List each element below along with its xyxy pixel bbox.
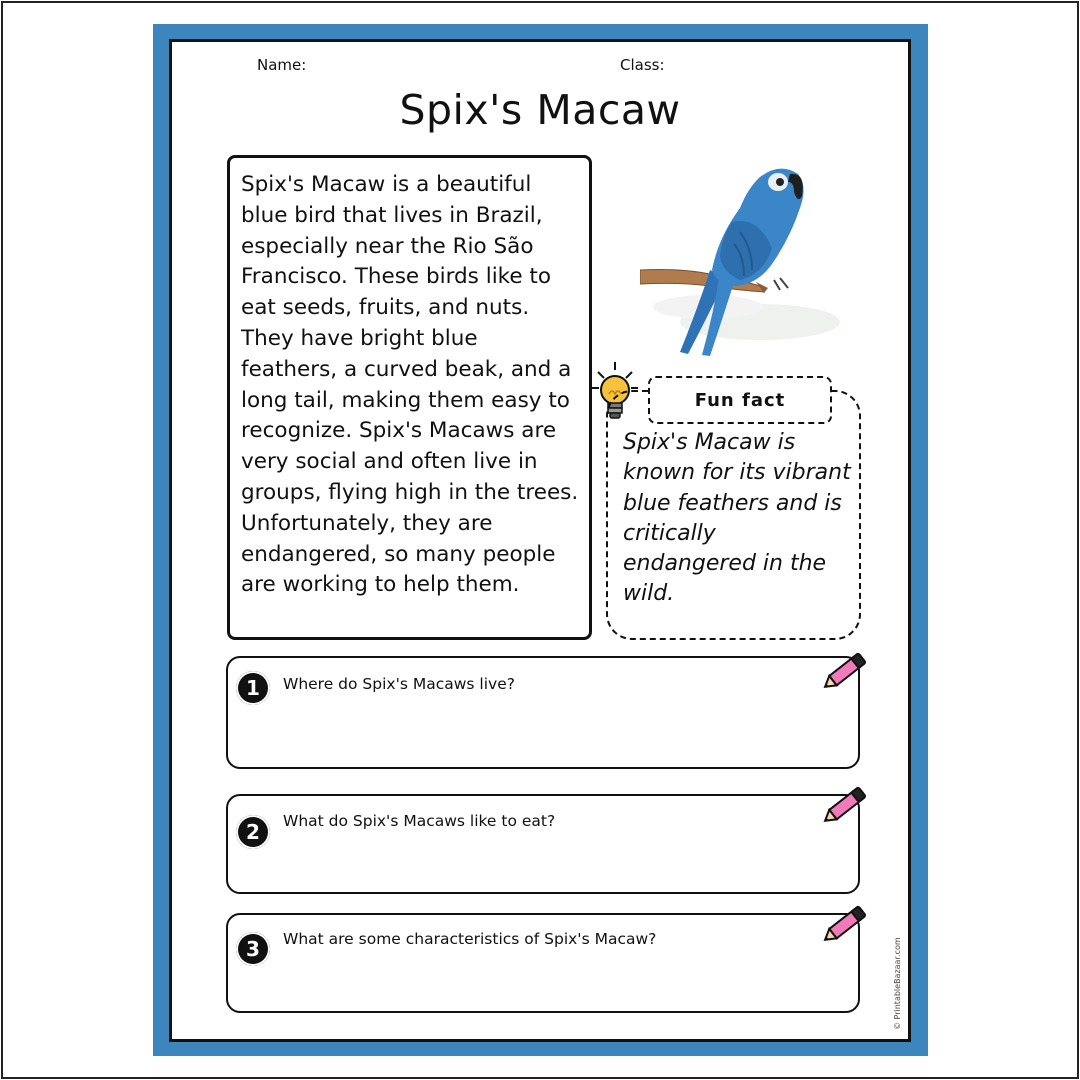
name-label: Name:: [257, 56, 307, 74]
question-2-text: What do Spix's Macaws like to eat?: [283, 812, 556, 830]
question-3-number-badge: 3: [236, 932, 270, 966]
reading-passage: Spix's Macaw is a beautiful blue bird that lives in Brazil, especially near the Rio São Francisco. These birds like to eat seeds, fruits, and nuts. They have bright blue feathers, a curved beak, and a long tail, making them easy to recognize. Spix's Macaws are very social and often live in groups, flying high in the trees. Unfortunately, they are endangered, so many people are working to help them.: [241, 172, 579, 598]
copyright-watermark: © PrintableBazaar.com: [893, 937, 902, 1030]
question-1-answer-box[interactable]: [226, 656, 860, 769]
class-label: Class:: [620, 56, 665, 74]
question-2-number-badge: 2: [236, 815, 270, 849]
question-3-answer-box[interactable]: [226, 913, 860, 1013]
page-title: Spix's Macaw: [399, 86, 681, 134]
question-2-answer-box[interactable]: [226, 794, 860, 894]
pencil-icon: [818, 649, 870, 695]
macaw-illustration: [640, 152, 860, 357]
question-1-number-badge: 1: [236, 671, 270, 705]
question-1-text: Where do Spix's Macaws live?: [283, 675, 515, 693]
reading-passage-box: [227, 155, 592, 640]
fun-fact-heading: Fun fact: [648, 376, 832, 424]
fun-fact-box: [606, 390, 861, 640]
pencil-icon: [818, 902, 870, 948]
fun-fact-text: Spix's Macaw is known for its vibrant blue feathers and is critically endangered in the wild.: [623, 430, 851, 607]
pencil-icon: [818, 783, 870, 829]
question-3-text: What are some characteristics of Spix's Macaw?: [283, 930, 657, 948]
